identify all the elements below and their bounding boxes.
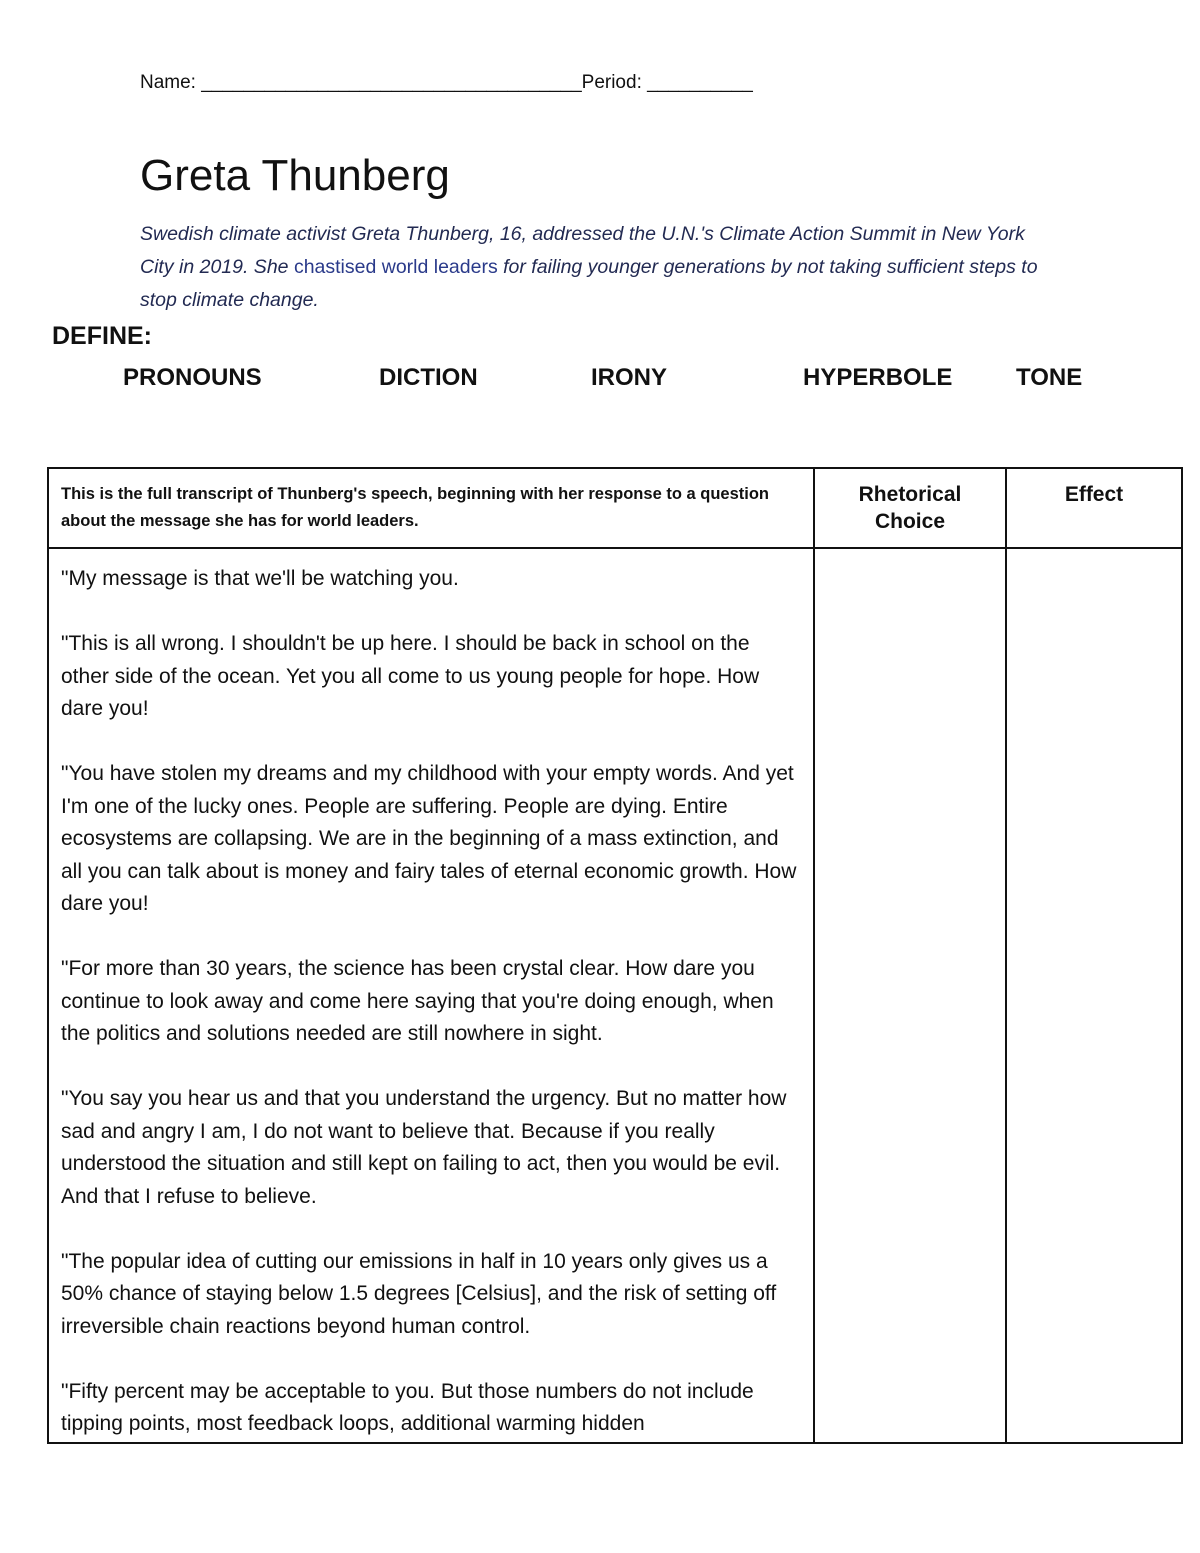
speech-paragraph-4: "For more than 30 years, the science has been crystal clear. How dare you continue to look away and come here saying that you're doing enough, when the politics and solutions needed are still nowhere in sight.: [61, 957, 774, 1045]
term-diction: DICTION: [379, 364, 478, 391]
speech-paragraph-6: "The popular idea of cutting our emissions in half in 10 years only gives us a 50% chance of staying below 1.5 degrees [Celsius], and the risk of setting off irreversible chain reactions beyond human control.: [61, 1249, 777, 1338]
name-period-line[interactable]: Name: ____________________________________Period: __________: [140, 72, 753, 93]
intro-paragraph: [140, 218, 1060, 317]
define-label: DEFINE:: [52, 322, 152, 350]
term-pronouns: PRONOUNS: [123, 364, 262, 391]
intro-text-start: Swedish climate activist Greta Thunberg, 16, addressed the U.N.'s Climate Action Summit in New York City in 2019. She: [140, 223, 1025, 278]
speech-paragraph-1: "My message is that we'll be watching you.: [61, 567, 459, 590]
speech-paragraph-2: "This is all wrong. I shouldn't be up here. I should be back in school on the other side of the ocean. Yet you all come to us young people for hope. How dare you!: [61, 632, 760, 720]
page-title: Greta Thunberg: [140, 151, 450, 200]
term-irony: IRONY: [591, 364, 668, 391]
speech-paragraph-3: "You have stolen my dreams and my childhood with your empty words. And yet I'm one of the lucky ones. People are suffering. People are dying. Entire ecosystems are collapsing. We are in the beginning of a mass extinction, and all you can talk about is money and fairy tales of eternal economic growth. How dare you!: [61, 762, 797, 915]
effect-cell[interactable]: [1006, 548, 1182, 1443]
rhetorical-choice-header: Rhetorical Choice: [814, 468, 1006, 548]
rhetorical-choice-cell[interactable]: [814, 548, 1006, 1443]
table-row: [48, 548, 1182, 1443]
term-hyperbole: HYPERBOLE: [803, 364, 953, 391]
intro-text-end: for failing younger generations by not taking sufficient steps to stop climate change.: [140, 256, 1038, 311]
transcript-header: This is the full transcript of Thunberg's speech, beginning with her response to a question about the message she has for world leaders.: [48, 468, 814, 548]
transcript-cell: [48, 548, 814, 1443]
table-header-row: [48, 468, 1182, 548]
speech-paragraph-5: "You say you hear us and that you understand the urgency. But no matter how sad and angry I am, I do not want to believe that. Because if you really understood the situation and still kept on failing to act, then you would be evil. And that I refuse to believe.: [61, 1087, 787, 1208]
effect-header: Effect: [1006, 468, 1182, 548]
intro-highlight: chastised world leaders: [293, 256, 498, 278]
speech-paragraph-7: "Fifty percent may be acceptable to you. But those numbers do not include tipping points, most feedback loops, additional warming hidden: [61, 1379, 754, 1435]
speech-analysis-table: [47, 467, 1183, 1444]
term-tone: TONE: [1016, 364, 1083, 391]
